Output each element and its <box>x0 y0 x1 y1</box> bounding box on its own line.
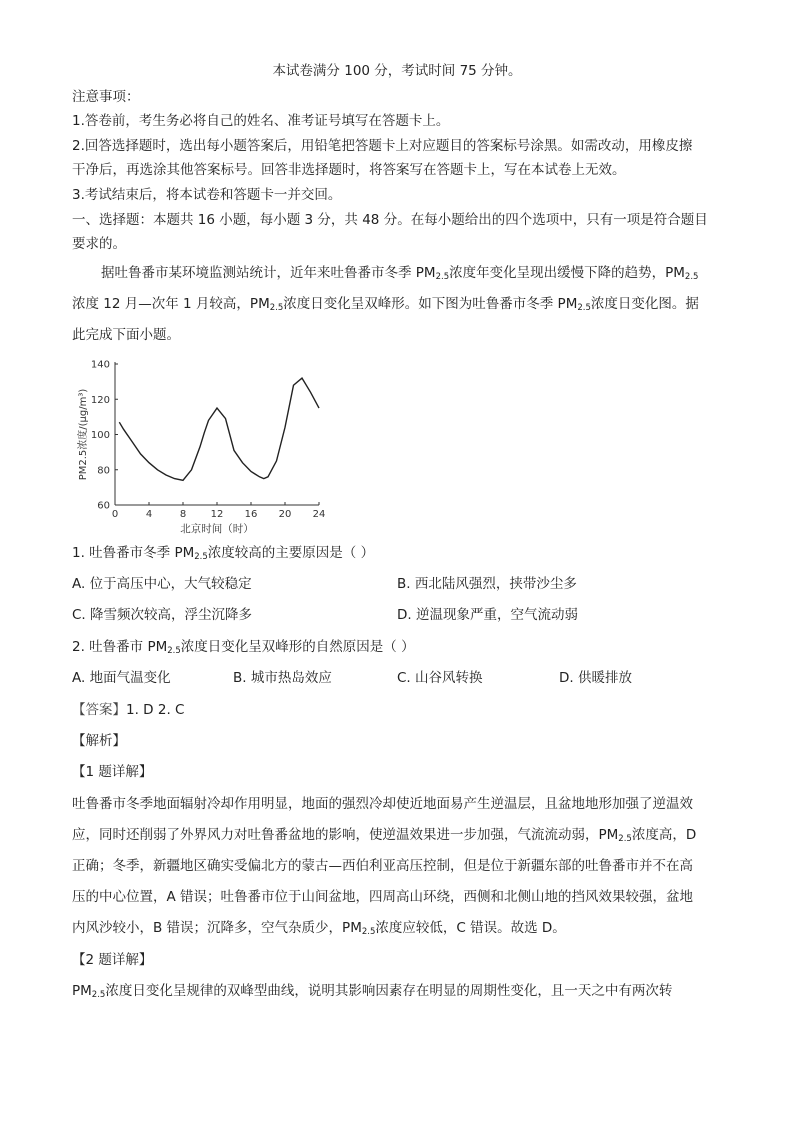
x-tick-label: 16 <box>244 509 258 520</box>
chart-axes <box>115 362 319 505</box>
question-2-option-b[interactable]: B. 城市热岛效应 <box>233 670 332 686</box>
question-1-option-a[interactable]: A. 位于高压中心，大气较稳定 <box>72 576 252 592</box>
section-heading-line-2: 要求的。 <box>72 236 126 252</box>
x-tick-label: 8 <box>179 509 187 520</box>
y-tick-label: 60 <box>97 500 110 512</box>
question-2-option-a[interactable]: A. 地面气温变化 <box>72 670 171 686</box>
exam-info: 本试卷满分 100 分，考试时间 75 分钟。 <box>272 63 522 79</box>
question-1-option-b[interactable]: B. 西北陆风强烈，挟带沙尘多 <box>397 576 577 592</box>
y-axis-label: PM2.5浓度/(μg/m³) <box>78 388 89 481</box>
x-tick-label: 24 <box>312 509 326 520</box>
note-3: 3.考试结束后，将本试卷和答题卡一并交回。 <box>72 187 342 203</box>
y-tick-label: 100 <box>90 430 110 441</box>
x-axis-label: 北京时间（时） <box>180 523 254 535</box>
note-1: 1.答卷前，考生务必将自己的姓名、准考证号填写在答题卡上。 <box>72 113 450 129</box>
detail-1-line-5: 内风沙较小，B 错误；沉降多，空气杂质少，$PM_{2.5}$浓度应较低，C 错误。故选 D。 <box>72 920 566 937</box>
detail-2-line-1: $PM_{2.5}$浓度日变化呈规律的双峰型曲线，说明其影响因素存在明显的周期性变化，且一天之中有两次转 <box>72 983 673 1000</box>
answer-text: 1. D 2. C <box>126 702 185 718</box>
detail-1-line-4: 压的中心位置，A 错误；吐鲁番市位于山间盆地，四周高山环绕，西侧和北侧山地的挡风效果较强，盆地 <box>72 889 694 905</box>
notes-title: 注意事项： <box>72 89 140 105</box>
passage-line-1: 据吐鲁番市某环境监测站统计，近年来吐鲁番市冬季 $PM_{2.5}$浓度年变化呈现出缓慢下降的趋势，$PM_{2.5}$ <box>101 265 699 282</box>
answer-tag: 【答案】 <box>72 702 126 718</box>
analysis-tag: 【解析】 <box>72 733 126 749</box>
x-tick-label: 20 <box>278 509 292 520</box>
x-tick-label: 4 <box>145 509 153 520</box>
pm25-daily-chart <box>74 352 334 536</box>
x-tick-label: 0 <box>111 509 119 520</box>
section-heading-line-1: 一、选择题：本题共 16 小题，每小题 3 分，共 48 分。在每小题给出的四个选项中，只有一项是符合题目 <box>72 212 708 228</box>
detail-1-line-2: 应，同时还削弱了外界风力对吐鲁番盆地的影响，使逆温效果进一步加强，气流流动弱，$PM_{2.5}$浓度高，D <box>72 827 697 844</box>
y-tick-label: 140 <box>90 359 110 371</box>
question-2-option-d[interactable]: D. 供暖排放 <box>559 670 632 686</box>
question-2-option-c[interactable]: C. 山谷风转换 <box>397 670 483 686</box>
answer-line <box>72 700 184 720</box>
detail-1-line-3: 正确；冬季，新疆地区确实受偏北方的蒙古—西伯利亚高压控制，但是位于新疆东部的吐鲁番市并不在高 <box>72 858 693 874</box>
detail-1-line-1: 吐鲁番市冬季地面辐射冷却作用明显，地面的强烈冷却使近地面易产生逆温层，且盆地地形加强了逆温效 <box>72 796 693 812</box>
y-tick-label: 120 <box>90 394 110 406</box>
question-2-stem: 2. 吐鲁番市 $PM_{2.5}$浓度日变化呈双峰形的自然原因是（ ） <box>72 639 415 656</box>
detail-2-title: 【2 题详解】 <box>72 952 153 968</box>
y-tick-label: 80 <box>97 465 110 477</box>
passage-line-2: 浓度 12 月—次年 1 月较高，$PM_{2.5}$浓度日变化呈双峰形。如下图为吐鲁番市冬季 $PM_{2.5}$浓度日变化图。据 <box>72 296 699 313</box>
question-1-stem: 1. 吐鲁番市冬季 $PM_{2.5}$浓度较高的主要原因是（ ） <box>72 545 375 562</box>
question-1-option-c[interactable]: C. 降雪频次较高，浮尘沉降多 <box>72 607 253 623</box>
detail-1-title: 【1 题详解】 <box>72 764 153 780</box>
series-line <box>119 378 319 480</box>
chart-ticks <box>91 360 325 521</box>
note-2-line-2: 干净后，再选涂其他答案标号。回答非选择题时，将答案写在答题卡上，写在本试卷上无效。 <box>72 162 626 178</box>
note-2-line-1: 2.回答选择题时，选出每小题答案后，用铅笔把答题卡上对应题目的答案标号涂黑。如需改动，用橡皮擦 <box>72 138 693 154</box>
x-tick-label: 12 <box>210 509 224 520</box>
passage-line-3: 此完成下面小题。 <box>72 327 180 343</box>
question-1-option-d[interactable]: D. 逆温现象严重，空气流动弱 <box>397 607 578 623</box>
